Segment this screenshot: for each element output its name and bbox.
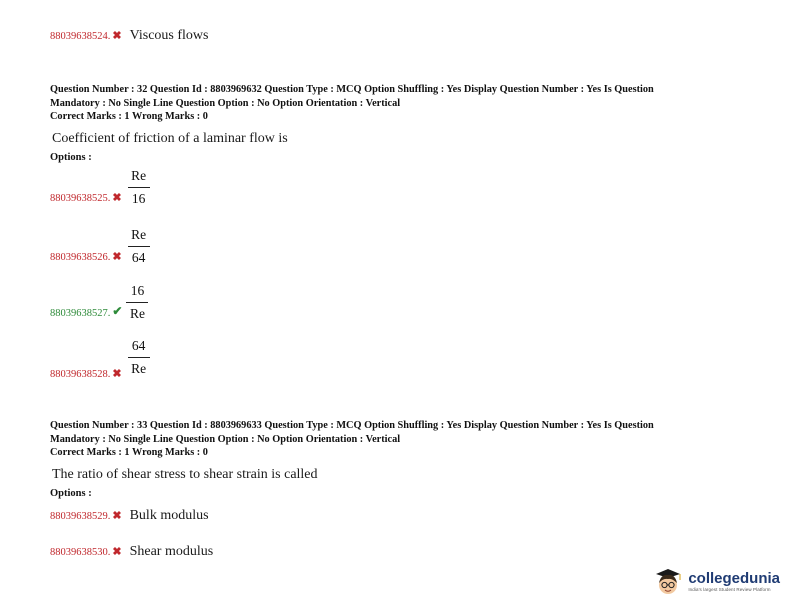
fraction xyxy=(128,227,150,266)
option-row xyxy=(50,28,208,44)
question-meta xyxy=(50,83,750,124)
cross-icon: ✖ xyxy=(112,546,122,558)
cross-icon: ✖ xyxy=(112,30,122,42)
question-meta-line: Mandatory : No Single Line Question Option : No Option Orientation : Vertical xyxy=(50,433,401,445)
check-icon: ✔ xyxy=(112,304,123,318)
cross-icon: ✖ xyxy=(112,368,122,380)
cross-icon: ✖ xyxy=(112,510,122,522)
option-id: 88039638529. xyxy=(50,511,111,522)
option-text: Shear modulus xyxy=(129,544,214,559)
question-marks: Correct Marks : 1 Wrong Marks : 0 xyxy=(50,447,208,458)
mascot-icon xyxy=(652,566,684,598)
option-id: 88039638527. xyxy=(50,308,111,319)
option-row xyxy=(50,168,150,207)
question-text: Coefficient of friction of a laminar flow is xyxy=(52,131,288,146)
option-id: 88039638526. xyxy=(50,252,111,263)
option-text: Viscous flows xyxy=(129,28,209,43)
option-id: 88039638528. xyxy=(50,369,111,380)
logo-tagline: India's largest Student Review Platform xyxy=(688,587,771,592)
option-row xyxy=(50,338,150,380)
fraction-numerator: 64 xyxy=(128,338,150,358)
options-label: Options : xyxy=(50,152,92,163)
option-row xyxy=(50,508,209,524)
fraction xyxy=(126,283,148,322)
question-meta-line: Question Number : 32 Question Id : 8803969632 Question Type : MCQ Option Shuffling : Yes Display Question Number : Yes Is Question xyxy=(50,84,654,95)
option-id: 88039638525. xyxy=(50,193,111,204)
fraction-denominator: Re xyxy=(131,361,147,376)
question-meta-line: Question Number : 33 Question Id : 8803969633 Question Type : MCQ Option Shuffling : Yes Display Question Number : Yes Is Question xyxy=(50,420,654,431)
cross-icon: ✖ xyxy=(112,251,122,263)
option-row xyxy=(50,227,150,266)
fraction-denominator: Re xyxy=(129,306,145,321)
logo-name: collegedunia xyxy=(688,570,780,587)
option-id: 88039638530. xyxy=(50,547,111,558)
option-text: Bulk modulus xyxy=(129,508,209,523)
fraction-denominator: 16 xyxy=(131,191,146,206)
question-meta-line: Mandatory : No Single Line Question Option : No Option Orientation : Vertical xyxy=(50,97,401,109)
option-row xyxy=(50,283,148,322)
question-marks: Correct Marks : 1 Wrong Marks : 0 xyxy=(50,111,208,122)
fraction-numerator: Re xyxy=(128,227,150,247)
fraction xyxy=(128,168,150,207)
fraction-numerator: 16 xyxy=(126,283,148,303)
option-id: 88039638524. xyxy=(50,31,111,42)
options-label: Options : xyxy=(50,488,92,499)
collegedunia-logo xyxy=(652,566,780,598)
fraction-denominator: 64 xyxy=(131,250,146,265)
fraction xyxy=(128,338,150,377)
fraction-numerator: Re xyxy=(128,168,150,188)
question-meta xyxy=(50,419,750,460)
cross-icon: ✖ xyxy=(112,192,122,204)
question-text: The ratio of shear stress to shear strain is called xyxy=(52,467,318,482)
option-row xyxy=(50,544,213,560)
